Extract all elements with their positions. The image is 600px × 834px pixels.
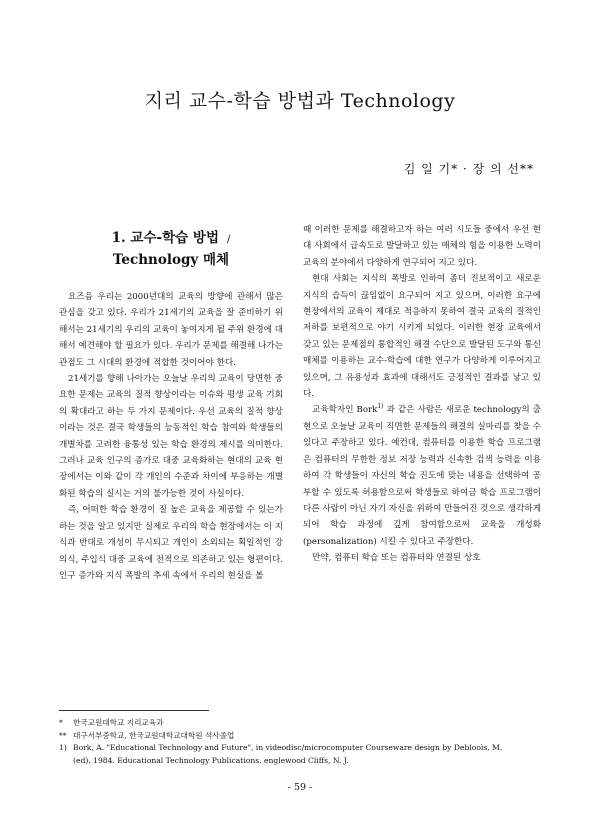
paragraph: 현대 사회는 지식의 폭발로 인하여 좀더 진보적이고 새로운 지식의 습득이 끊임없이 요구되어 지고 있으며, 이러한 요구에 현장에서의 교육이 제대로 적응하지 못하여 결국 교육의 질적인 저하를 보편적으로 야기 시키게 되었다. 이러한 현장 교육에서 갖고 있는 문제점의 통합적인 해결 수단으로 발달된 도구와 통신 매체를 이용하는 교수-학습에 대한 연구가 다양하게 이루어지고 있으며, 그 유용성과 효과에 대해서도 긍정적인 결과를 낳고 있다. [303,274,541,400]
footnotes [59,717,541,767]
section-heading [59,228,283,271]
paragraph: 21세기를 향해 나아가는 오늘날 우리의 교육이 당면한 중요한 문제는 교육의 질적 향상이라는 이슈와 평생 교육 기회의 확대라고 하는 두 가지 문제이다. 우선 교육의 질적 향상이라는 것은 결국 학생들의 능동적인 학습 참여와 학생들의 개별차를 고려한 융통성 있는 학습 환경의 제시를 의미한다. 그러나 교육 인구의 증가로 대중 교육화하는 현대의 교육 현장에서는 이와 같이 각 개인의 수준과 차이에 부응하는 개별화된 학습의 실시는 거의 불가능한 것이 사실이다. [59,374,283,499]
footnote-mark: ** [59,730,67,740]
paragraph-text: 교육학자인 Bork [312,405,378,416]
left-column [59,228,283,584]
footnote-divider [59,710,209,711]
paragraph: 즉, 어떠한 학습 환경이 질 높은 교육을 제공할 수 있는가 하는 것을 알고 있지만 실제로 우리의 학습 현장에서는 이 지식과 반대로 개성이 무시되고 개인이 소외되는 획일적인 강의식, 주입식 대중 교육에 전적으로 의존하고 있는 형편이다. 인구 증가와 지식 폭발의 추세 속에서 우리의 현실을 볼 [59,505,283,581]
paragraph: 때 이러한 문제를 해결하고자 하는 여러 시도들 중에서 우선 현대 사회에서 급속도로 발달하고 있는 매체의 힘을 이용한 노력이 교육의 분야에서 다양하게 연구되어 지고 있다. [303,225,541,268]
footnote-mark: * [59,718,63,727]
footnote [59,717,541,730]
handwritten-mark: / [226,234,231,245]
footnote-mark: 1) [59,743,67,752]
section-heading-line2: Technology 매체 [112,252,230,268]
author-line: 김 일 기* · 장 의 선** [403,162,534,176]
footnote-text: 대구서부중학교, 한국교원대학교대학원 석사졸업 [73,730,235,740]
section-heading-line1: 1. 교수-학습 방법 [111,230,219,246]
paragraph-with-citation [303,402,541,550]
footnote-reference: 1) [377,403,384,411]
article-title: 지리 교수-학습 방법과 Technology [144,90,456,112]
footnote [59,730,541,743]
footnote-text: Bork, A. "Educational Technology and Future", in videodisc/microcomputer Courseware design by Deblooìs, M. [73,743,503,752]
paragraph: 만약, 컴퓨터 학습 또는 컴퓨터와 연결된 상호 [312,553,481,564]
paragraph-text: 과 같은 사람은 새로운 technology의 출현으로 오늘날 교육이 직면한 문제들의 해결의 실마리를 찾을 수 있다고 주장하고 있다. 예컨대, 컴퓨터를 이용한 학습 프로그램은 컴퓨터의 무한한 정보 저장 능력과 신속한 검색 능력을 이용하여 각 학생들이 자신의 학습 진도에 맞는 내용을 선택하여 공부할 수 있도록 허용함으로써 학생들로 하여금 학습 프로그램이 다른 사람이 아닌 자기 자신을 위하여 만들어진 것으로 생각하게 되어 학습 과정에 깊게 참여함으로써 교육을 개성화(personalization) 시킬 수 있다고 주장한다. [303,405,541,547]
paragraph: 요즈음 우리는 2000년대의 교육의 방향에 관해서 많은 관심을 갖고 있다. 우리가 21세기의 교육을 잘 준비하기 위해서는 21세기의 우리의 교육이 놓여지게 될 주위 환경에 대해서 예견해야 할 필요가 있다. 우리가 문제를 해결해 나가는 관점도 그 시대의 환경에 적합한 것이어야 한다. [59,292,283,368]
page-number: - 59 - [287,782,313,793]
footnote-text: 한국교원대학교 지리교육과 [73,718,164,727]
footnote-continuation: (ed). 1984. Educational Technology Publications, englewood Cliffs, N. J. [73,755,349,765]
footnote [59,742,541,755]
right-column [303,222,541,567]
